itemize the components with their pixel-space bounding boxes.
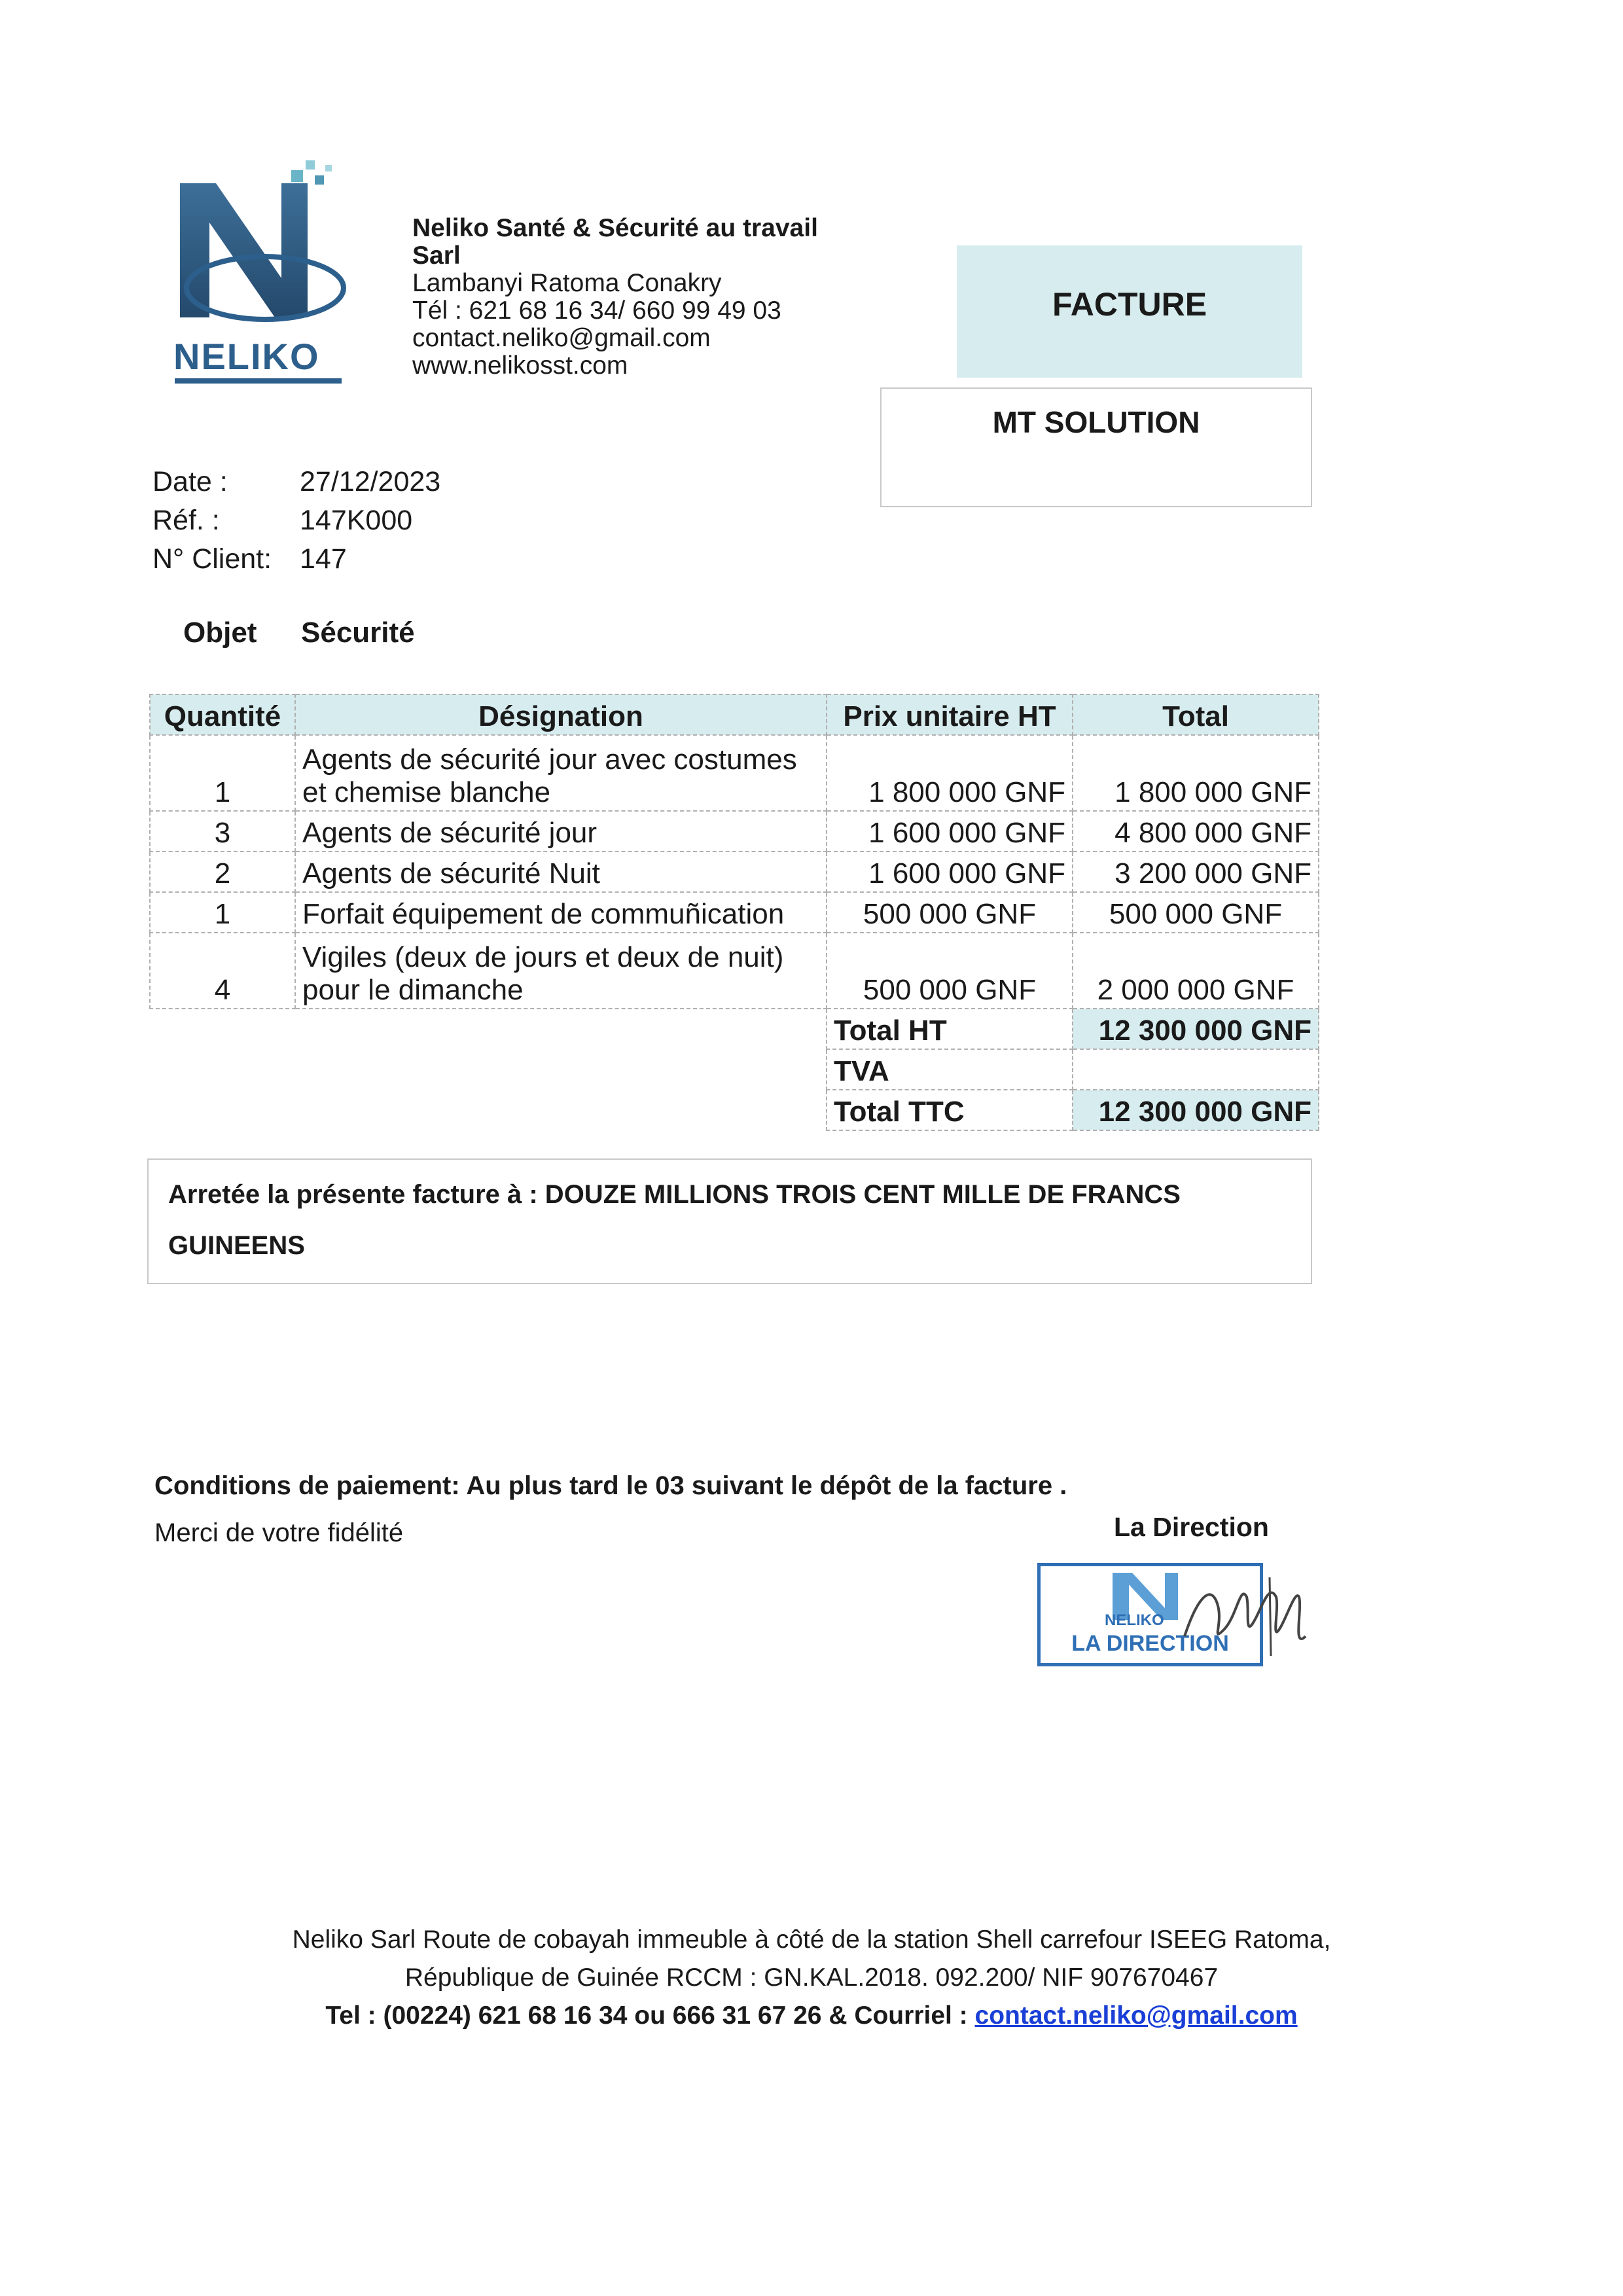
company-logo <box>167 157 376 393</box>
table-header-row <box>150 694 1319 735</box>
total-ttc-row <box>150 1090 1319 1130</box>
object-label: Objet <box>183 617 257 649</box>
table-row <box>150 735 1319 811</box>
row-designation: Agents de sécurité Nuit <box>295 852 827 892</box>
table-row <box>150 892 1319 933</box>
document-type-banner: FACTURE <box>957 245 1302 378</box>
client-box <box>880 387 1312 507</box>
header-designation: Désignation <box>295 694 827 735</box>
client-number-value: 147 <box>300 543 347 575</box>
ref-label: Réf. : <box>152 505 220 536</box>
footer-registration: République de Guinée RCCM : GN.KAL.2018. 092.200/ NIF 907670467 <box>404 1964 1219 1992</box>
designation-line: Agents de sécurité jour avec costumes <box>302 744 797 776</box>
header-unit-price: Prix unitaire HT <box>827 694 1073 735</box>
company-info <box>412 215 818 380</box>
invoice-object <box>183 617 415 649</box>
row-quantity: 4 <box>150 933 295 1009</box>
tva-value <box>1073 1049 1319 1090</box>
meta-ref-row <box>152 501 440 540</box>
header-total: Total <box>1073 694 1319 735</box>
footer-phone: Tel : (00224) 621 68 16 34 ou 666 31 67 26 & Courriel : <box>325 2001 975 2030</box>
row-total: 1 800 000 GNF <box>1073 735 1319 811</box>
invoice-meta <box>152 463 440 579</box>
row-quantity: 1 <box>150 892 295 933</box>
row-unit-price: 1 600 000 GNF <box>827 811 1073 852</box>
row-quantity: 1 <box>150 735 295 811</box>
total-ttc-label: Total TTC <box>827 1090 1073 1130</box>
amount-in-words-box <box>147 1158 1312 1284</box>
signature <box>1171 1558 1315 1676</box>
designation-line: Vigiles (deux de jours et deux de nuit) <box>302 941 784 973</box>
payment-conditions <box>154 1471 1067 1501</box>
tva-label: TVA <box>827 1049 1073 1090</box>
tva-row <box>150 1049 1319 1090</box>
row-designation <box>295 735 827 811</box>
table-row <box>150 811 1319 852</box>
row-unit-price: 1 800 000 GNF <box>827 735 1073 811</box>
invoice-table <box>149 694 1318 1131</box>
amount-in-words-line: GUINEENS <box>168 1231 305 1260</box>
object-value: Sécurité <box>301 617 415 649</box>
row-total: 4 800 000 GNF <box>1073 811 1319 852</box>
client-number-label: N° Client: <box>152 543 272 575</box>
meta-client-row <box>152 540 440 579</box>
total-ht-row <box>150 1009 1319 1049</box>
logo-wordmark: NELIKO <box>173 336 320 377</box>
page-footer <box>0 1921 1623 2035</box>
signatory-title: La Direction <box>1114 1512 1269 1542</box>
meta-date-row <box>152 463 440 501</box>
row-total: 3 200 000 GNF <box>1073 852 1319 892</box>
date-label: Date : <box>152 466 228 497</box>
row-unit-price: 500 000 GNF <box>827 892 1073 933</box>
company-phone: Tél : 621 68 16 34/ 660 99 49 03 <box>412 296 781 325</box>
ref-value: 147K000 <box>300 505 413 536</box>
payment-conditions-label: Conditions de paiement: <box>154 1471 460 1500</box>
payment-conditions-text: Au plus tard le 03 suivant le dépôt de la facture . <box>459 1471 1067 1500</box>
footer-address: Neliko Sarl Route de cobayah immeuble à côté de la station Shell carrefour ISEEG Ratoma, <box>292 1926 1331 1954</box>
table-row <box>150 852 1319 892</box>
footer-email-link[interactable]: contact.neliko@gmail.com <box>974 2001 1298 2030</box>
designation-line: et chemise blanche <box>302 776 551 808</box>
row-total: 500 000 GNF <box>1073 892 1319 933</box>
logo-n-icon <box>167 157 363 334</box>
total-ttc-value: 12 300 000 GNF <box>1073 1090 1319 1130</box>
client-name: MT SOLUTION <box>992 405 1200 439</box>
stamp-brand: NELIKO <box>1105 1611 1164 1626</box>
thanks-text: Merci de votre fidélité <box>154 1518 404 1547</box>
row-unit-price: 1 600 000 GNF <box>827 852 1073 892</box>
date-value: 27/12/2023 <box>300 466 441 497</box>
company-address: Lambanyi Ratoma Conakry <box>412 269 722 297</box>
company-legal-form: Sarl <box>412 242 461 270</box>
company-website: www.nelikosst.com <box>412 351 628 380</box>
footer-contact <box>0 1997 1623 2035</box>
row-designation <box>295 933 827 1009</box>
row-quantity: 3 <box>150 811 295 852</box>
row-quantity: 2 <box>150 852 295 892</box>
amount-in-words-line: Arretée la présente facture à : DOUZE MILLIONS TROIS CENT MILLE DE FRANCS <box>168 1180 1181 1209</box>
logo-underline <box>175 378 342 384</box>
header-quantity: Quantité <box>150 694 295 735</box>
row-designation: Agents de sécurité jour <box>295 811 827 852</box>
row-unit-price: 500 000 GNF <box>827 933 1073 1009</box>
company-email: contact.neliko@gmail.com <box>412 324 711 352</box>
stamp-text: LA DIRECTION <box>1071 1631 1229 1656</box>
row-total: 2 000 000 GNF <box>1073 933 1319 1009</box>
company-name: Neliko Santé & Sécurité au travail <box>412 214 818 242</box>
total-ht-label: Total HT <box>827 1009 1073 1049</box>
designation-line: pour le dimanche <box>302 974 524 1006</box>
total-ht-value: 12 300 000 GNF <box>1073 1009 1319 1049</box>
table-row <box>150 933 1319 1009</box>
row-designation: Forfait équipement de commuñication <box>295 892 827 933</box>
